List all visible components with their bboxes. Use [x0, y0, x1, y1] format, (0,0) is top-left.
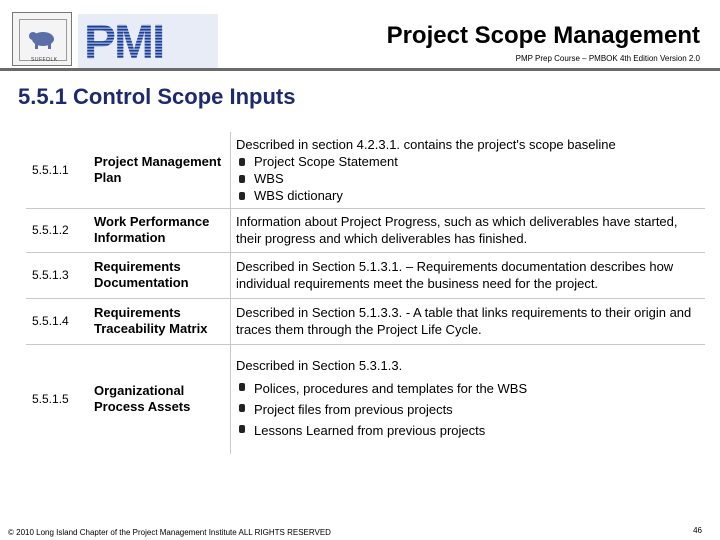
table-row	[26, 252, 705, 298]
row-number: 5.5.1.5	[32, 392, 69, 407]
list-item-text: WBS dictionary	[254, 187, 343, 203]
page-title: Project Scope Management	[386, 22, 700, 49]
row-description: Described in Section 5.1.3.3. - A table that links requirements to their origin and traces them through the Project Life Cycle.	[236, 305, 692, 337]
bullet-icon	[239, 404, 245, 412]
chapter-logo	[12, 12, 72, 66]
bullet-icon	[239, 175, 245, 183]
row-description: Information about Project Progress, such as which deliverables have started, their progress and which deliverables has finished.	[236, 214, 678, 246]
row-title: Work Performance Information	[88, 208, 231, 252]
pmi-logo	[78, 14, 218, 68]
row-title: Project Management Plan	[88, 132, 231, 208]
page-number: 46	[693, 526, 702, 535]
table-row	[26, 132, 705, 208]
bullet-icon	[239, 192, 245, 200]
bullet-icon	[239, 383, 245, 391]
inputs-table	[26, 132, 705, 454]
bullet-list	[236, 153, 705, 204]
pmi-logo-text: PMI	[84, 16, 164, 68]
table-row	[26, 298, 705, 344]
row-description	[231, 132, 706, 208]
row-title: Organizational Process Assets	[88, 344, 231, 454]
list-item	[236, 153, 705, 170]
bullet-icon	[239, 158, 245, 166]
row-description	[231, 344, 706, 454]
row-title: Requirements Documentation	[88, 252, 231, 298]
table-row	[26, 208, 705, 252]
list-item	[236, 399, 705, 420]
row-description: Described in Section 5.1.3.1. – Requirements documentation describes how individual requirements meet the business need for the project.	[236, 259, 674, 291]
footer-copyright: © 2010 Long Island Chapter of the Project Management Institute ALL RIGHTS RESERVED	[8, 528, 331, 537]
row-number: 5.5.1.4	[32, 314, 69, 328]
list-item-text: Polices, procedures and templates for the WBS	[254, 381, 528, 397]
list-item	[236, 170, 705, 187]
row-description-text: Described in Section 5.3.1.3.	[236, 358, 403, 374]
page-subtitle: PMP Prep Course – PMBOK 4th Edition Version 2.0	[515, 54, 700, 63]
row-description-text: Described in section 4.2.3.1. contains the project's scope baseline	[236, 136, 616, 152]
table-row	[26, 344, 705, 454]
list-item	[236, 420, 705, 441]
row-number: 5.5.1.3	[32, 268, 69, 282]
row-number: 5.5.1.2	[32, 223, 69, 237]
list-item-text: Lessons Learned from previous projects	[254, 423, 486, 439]
list-item-text: Project files from previous projects	[254, 402, 453, 418]
chapter-logo-text: SUFFOLK	[31, 57, 58, 63]
list-item-text: WBS	[254, 170, 284, 186]
list-item	[236, 378, 705, 399]
row-title: Requirements Traceability Matrix	[88, 298, 231, 344]
list-item	[236, 187, 705, 204]
row-number: 5.5.1.1	[32, 162, 69, 177]
header-divider	[0, 68, 720, 71]
list-item-text: Project Scope Statement	[254, 153, 398, 169]
bullet-list	[236, 378, 705, 441]
slide-heading: 5.5.1 Control Scope Inputs	[18, 84, 296, 109]
bullet-icon	[239, 425, 245, 433]
